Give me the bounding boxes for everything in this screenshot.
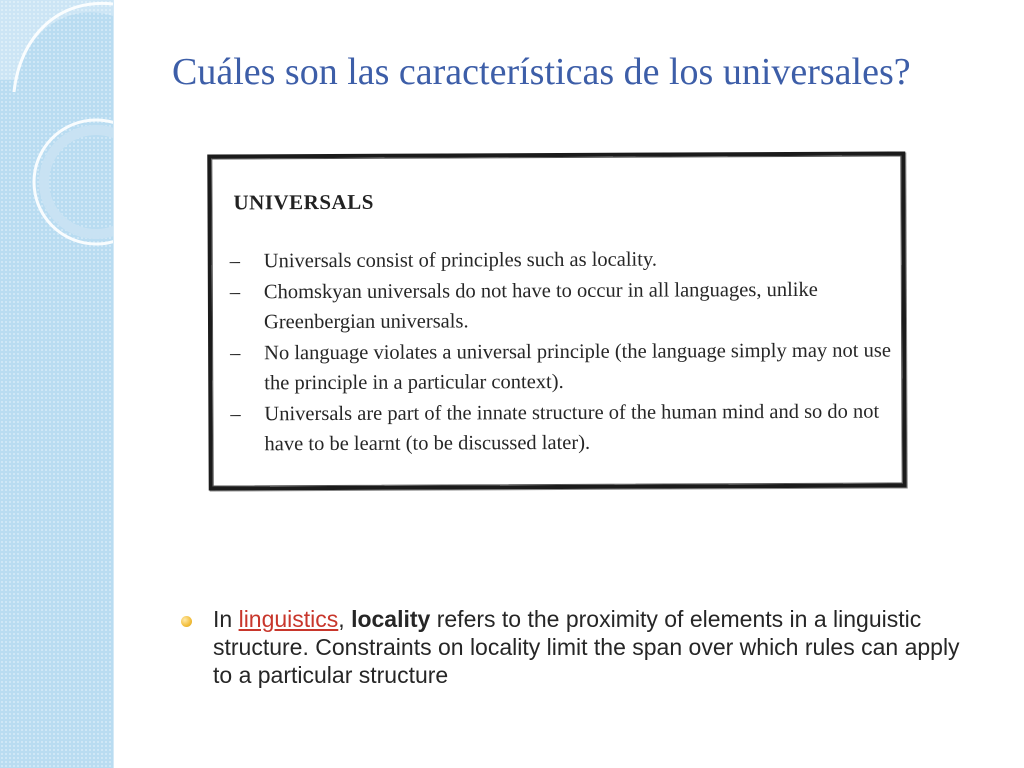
bullet-comma: , [338, 606, 352, 632]
excerpt-heading: UNIVERSALS [233, 189, 374, 215]
dash-marker: – [229, 250, 241, 273]
excerpt-item [230, 335, 894, 399]
excerpt-list [230, 244, 895, 460]
excerpt-item-text: Universals are part of the innate structure of the human mind and so do not have to be learnt (to be discussed later). [264, 400, 880, 456]
bullet-icon [181, 616, 192, 627]
decorative-ring-inner [44, 130, 113, 234]
dash-marker: – [230, 341, 241, 364]
slide-title: Cuáles son las características de los universales? [172, 51, 911, 93]
decorative-swoosh [0, 0, 113, 80]
bullet-text [213, 605, 983, 689]
dash-marker: – [229, 280, 241, 303]
dash-marker: – [230, 402, 241, 425]
excerpt-item [230, 244, 894, 277]
bullet-bold-term: locality [351, 606, 431, 632]
excerpt-item [230, 274, 894, 338]
excerpt-item-text: Universals consist of principles such as locality. [263, 248, 657, 273]
excerpt-item-text: No language violates a universal principle (the language simply may not use the principle in a particular context). [264, 339, 891, 395]
linguistics-link[interactable]: linguistics [238, 606, 339, 632]
decorative-rings [0, 0, 113, 768]
excerpt-item [230, 396, 894, 460]
scanned-excerpt-box [207, 151, 906, 490]
excerpt-item-text: Chomskyan universals do not have to occur in all languages, unlike Greenbergian universals. [263, 278, 818, 334]
bullet-rest: refers to the proximity of elements in a linguistic structure. Constraints on locality limit the span over which rules can apply to a particular structure [213, 606, 960, 688]
bullet-prefix: In [213, 606, 239, 632]
decorative-side-band [0, 0, 114, 768]
